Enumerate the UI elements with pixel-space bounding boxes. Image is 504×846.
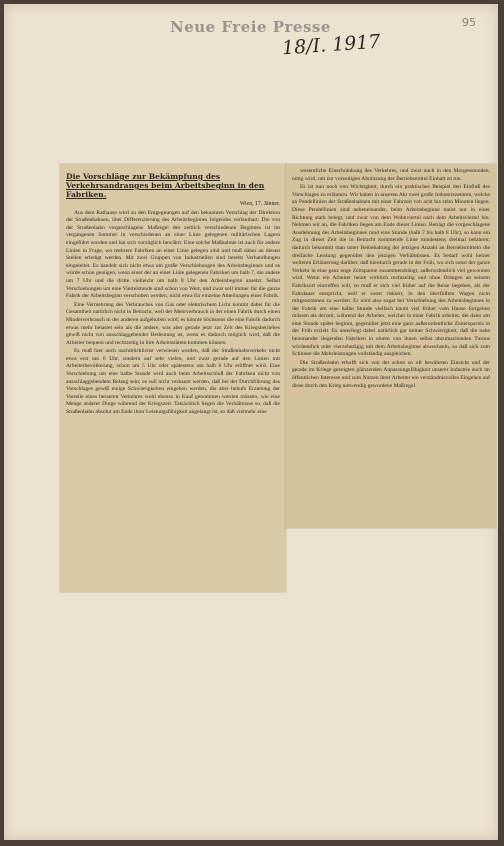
archive-sheet: [4, 4, 498, 840]
handwritten-date: 18/I. 1917: [281, 30, 382, 60]
paragraph: Es ist nun noch von Wichtigkeit, durch ein praktisches Beispiel den Einfluß des Vorschlages zu erläutern. Wir haben in unseren Akt zwei große Industriezentren, welche an Pendellinien der Straßenbahnen mit einer Fahrzeit von acht bis zehn Minuten liegen. Diese Pendellinien sind nebeneinander, beim Arbeitsbeginne meist nur in einer Richtung stark belegt, und zwar von dem Wohnviertel nach dem Arbeitsviertel hin. Nehmen wir an, die Fabriken liegen am Ende dieser Linien. Beträgt die vorgeschlagene Ausdehnung des Arbeitsbeginnes rund eine Stunde (halb 7 bis halb 8 Uhr), so kann ein Zug in dieser Zeit die in Betracht kommende Linie mindestens dreimal befahren; dadurch bekommt man unter Beibehaltung der jetzigen Anzahl an Betriebsmitteln die dreifache Leistung gegenüber den jetzigen Verhältnissen. Es bedarf wohl keiner weiteren Erläuterung darüber, daß hierdurch gerade in der Früh, wo sich sonst der ganze Verkehr in eine ganz enge Zeitspanne zusammendrängt, außerordentlich viel gewonnen wird. Wenn ein Arbeiter heute wirklich rechtzeitig und ohne Drängen an seinem Fabriksort eintreffen will, so muß er sich viel früher auf die Reise begeben, als der Fahrdauer entspricht, weil er sonst riskiert, in den überfüllten Wagen nicht mitgenommen zu werden. Er wird also sogar bei Verschiebung des Arbeitsbeginnes in der Fabrik um eine halbe Stunde vielfach kaum viel früher vom Hause fortgehen müssen als derzeit, während der Arbeiter, welcher in einer Fabrik arbeitet, die dann um eine Stunde später beginnt, gegenüber jetzt eine ganz außerordentliche Zeitersparnis in der Früh erzielt. Es unterliegt dabei natürlich gar keiner Schwierigkeit, daß die nahe beieinander liegenden Fabriken in einem von ihnen selbst abzumachenden Turnus wöchentlich oder vierzehntägig mit dem Arbeitsbeginne abwechseln, so daß sich zum Schlusse die Mehrleistungen vollständig ausgleichen.: [292, 184, 490, 358]
paragraph: Eine Vermehrung des Verbrauches von Gas oder elektrischem Licht kommt dabei für die Gesamtheit natürlich nicht in Betracht, weil der Mehrverbrauch in der einen Fabrik durch einen Minderverbrauch in der anderen aufgehoben wird; es könnte höchstens die eine Fabrik dadurch etwas mehr belastet sein als die andere, was aber gerade jetzt zur Zeit des Kriegsbetriebes gewiß nicht von ausschlaggebender Bedeutung ist, wenn es dadurch möglich wird, daß die Arbeiter bequem und rechtzeitig in ihre Arbeitsstätten kommen können.: [66, 301, 280, 346]
paragraph: Es muß hier auch nachdrücklichst verwiesen werden, daß der Straßenbahnverkehr nicht etwa erst um 6 Uhr, sondern auf sehr vielen, und zwar gerade auf den Linien mit Arbeiterbevölkerung, schon um 5 Uhr oder spätestens um halb 6 Uhr eröffnet wird. Eine Verschiebung um eine halbe Stunde wird auch beim Arbeitsschluß der Fabriken nicht von ausschlaggebendem Belang sein; es soll nicht verkannt werden, daß bei der Durchführung des Vorschlages gewiß einige Schwierigkeiten eingehen werden, die aber behufs Erzielung der Vorteile eines besseren Verkehres wohl ebenso in Kauf genommen werden müssen, wie eine Menge anderer Dinge während der Kriegszeit. Tatsächlich liegen die Verhältnisse so, daß die Straßenbahn absolut am Ende ihrer Leistungsfähigkeit angelangt ist, so daß vielmehr eine: [66, 348, 280, 416]
article-body-left: [66, 210, 280, 417]
paragraph: Die Straßenbahn erhofft sich von der schon so oft bewährten Einsicht und der gerade im Kriege gezeigten glänzenden Anpassungsfähigkeit unserer Industrie auch im öffentlichen Interesse und zum Nutzen ihrer Arbeiter ein verständnisvolles Eingehen auf diese durch den Krieg notwendig gewordene Maßregel.: [292, 359, 490, 389]
article-dateline: Wien, 17. Jänner.: [239, 201, 280, 207]
article-body-right: [292, 168, 490, 390]
article-headline: Die Vorschläge zur Bekämpfung des Verkehrsandranges beim Arbeitsbeginn in den Fabriken.: [66, 172, 265, 199]
clipping-left-column: [60, 164, 286, 592]
clipping-right-column: [286, 164, 496, 528]
page-number: 95: [462, 16, 476, 29]
paragraph: Aus dem Rathause wird zu den Entgegnungen auf den bekannten Vorschlag der Direktion der Straßenbahnen, über Differenzierung des Arbeitsbeginnes folgendes verlautbart: Die von der Straßenbahn vorgeschlagene Maßregel des zeitlich verschiedenen Beginnes ist im vergangenen Sommer in verschiedenen an einer Linie gelegenen militärischen Lagern eingeführt worden und hat sich vorzüglich bewährt. Eine solche Maßnahme ist auch für andere Linien in Frage, wo mehrere Fabriken an einer Linie gelegen sind und muß daher an diesen Stellen erledigt werden. Mit zwei Gruppen von Industriellen sind bereits Verhandlungen eingeleitet. Es handelt sich nicht etwa um große Verschiebungen des Arbeitsbeginnes und es würde schon genügen, wenn einer der an einer Linie gelegenen Fabriken um halb 7, die andere um 7 Uhr und die dritte vielleicht um halb 8 Uhr den Arbeitsbeginn ansetzt. Selbst Verschiebungen um eine Viertelstunde sind schon von Wert, und zwar soll immer für die ganze Fabrik der Arbeitsbeginn verschoben werden, nicht etwa für einzelne Abteilungen einer Fabrik.: [66, 209, 280, 300]
newspaper-stamp: Neue Freie Presse: [170, 18, 331, 36]
paragraph: wesentliche Einschränkung des Verkehres, und zwar auch in den Morgenstunden, nötig wird, um zur vorzeitigen Abnützung der Betriebsmittel Einhalt zu tun.: [292, 168, 490, 182]
